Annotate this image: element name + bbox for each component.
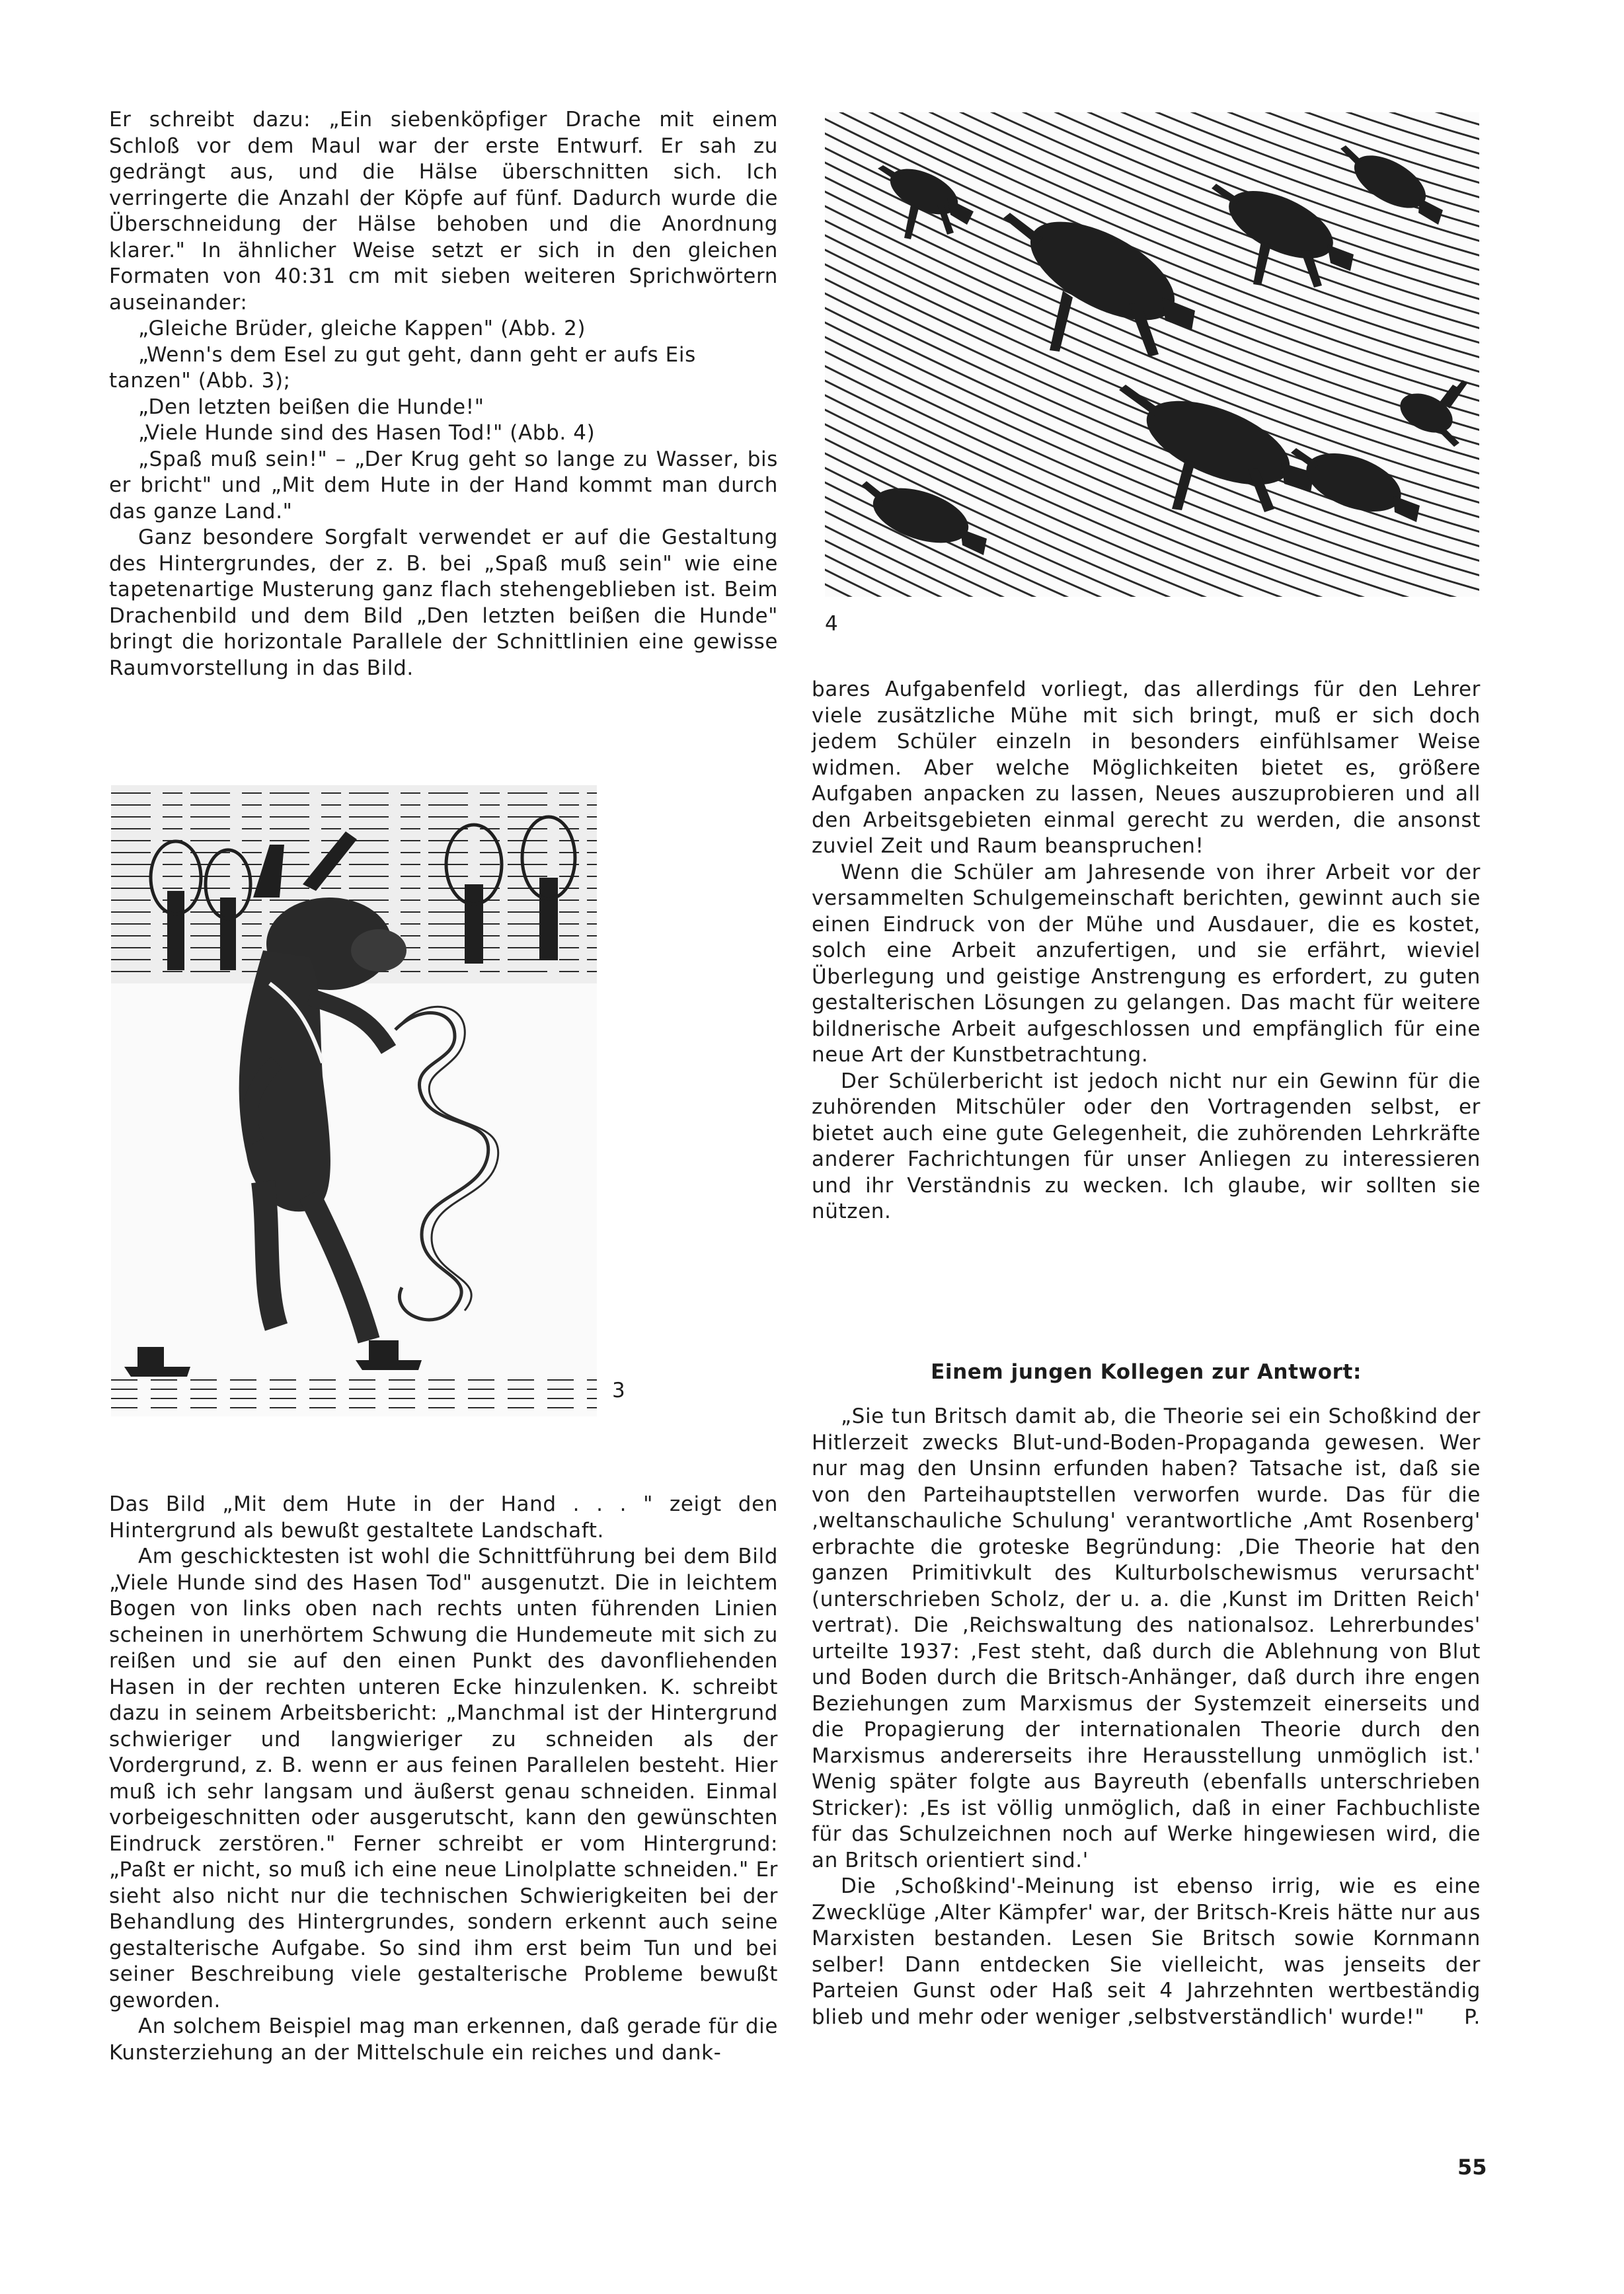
right-column-top xyxy=(812,677,1481,1225)
paragraph xyxy=(812,1874,1481,2030)
paragraph: Das Bild „Mit dem Hute in der Hand . . . " zeigt den Hintergrund als bewußt gestaltete Landschaft. xyxy=(109,1492,778,1543)
figure-4-linocut-dogs-hare xyxy=(825,112,1479,597)
paragraph-text: Die ‚Schoßkind'-Meinung ist ebenso irrig, wie es eine Zwecklüge ‚Alter Kämpfer' war, der Britsch-Kreis hätte nur aus Marxisten bestanden. Lesen Sie Britsch sowie Kornmann selber! Dann entdecken Sie vielleicht, was jenseits der Parteien Gunst oder Haß seit 4 Jahrzehnten wertbeständig blieb und mehr oder weniger ‚selbstverständlich' wurde!" xyxy=(812,1874,1481,2029)
page-number: 55 xyxy=(1457,2155,1487,2180)
paragraph: Er schreibt dazu: „Ein siebenköpfiger Drache mit einem Schloß vor dem Maul war der erste Entwurf. Er sah zu gedrängt aus, und die Hälse überschnitten sich. Ich verringerte die Anzahl der Köpfe auf fünf. Dadurch wurde die Überschneidung der Hälse behoben und die Anordnung klarer." In ähnlicher Weise setzt er sich in den gleichen Formaten von 40:31 cm mit sieben weiteren Sprichwörtern auseinander: xyxy=(109,108,778,315)
paragraph: „Spaß muß sein!" – „Der Krug geht so lange zu Wasser, bis er bricht" und „Mit dem Hute in der Hand kommt man durch das ganze Land." xyxy=(109,447,778,523)
figure-4-number: 4 xyxy=(825,612,838,636)
section-heading: Einem jungen Kollegen zur Antwort: xyxy=(931,1360,1362,1384)
paragraph: Wenn die Schüler am Jahresende von ihrer Arbeit vor der versammelten Schulgemeinschaft berichten, gewinnt auch sie einen Eindruck von der Mühe und Ausdauer, die es kostet, solch eine Arbeit anzufertigen, und sie erfährt, wieviel Überlegung und geistige Anstrengung es erfordert, zu guten gestalterischen Lösungen zu gelangen. Das macht für weitere bildnerische Arbeit aufgeschlossen und empfänglich für eine neue Art der Kunstbetrachtung. xyxy=(812,860,1481,1067)
paragraph: Der Schülerbericht ist jedoch nicht nur ein Gewinn für die zuhörenden Mitschüler oder den Vortragenden selbst, er bietet auch eine gute Gelegenheit, die zuhörenden Lehrkräfte anderer Fachrichtungen für unser Anliegen zu interessieren und ihr Verständnis zu wecken. Ich glaube, wir sollten sie nützen. xyxy=(812,1069,1481,1223)
paragraph: An solchem Beispiel mag man erkennen, daß gerade für die Kunsterziehung an der Mittelschule ein reiches und dank- xyxy=(109,2014,778,2065)
proverb-line: „Wenn's dem Esel zu gut geht, dann geht er aufs Eis tanzen" (Abb. 3); xyxy=(109,342,696,393)
paragraph: bares Aufgabenfeld vorliegt, das allerdings für den Lehrer viele zusätzliche Mühe mit sich bringt, muß er sich doch jedem Schüler einzeln in besonders einfühlsamer Weise widmen. Aber welche Möglichkeiten bietet es, größere Aufgaben anpacken zu lassen, Neues auszuprobieren und all den Arbeitsgebieten einmal gerecht zu werden, die ansonst zuviel Zeit und Raum beanspruchen! xyxy=(812,677,1481,858)
figure-4-image xyxy=(825,112,1479,597)
figure-3-number: 3 xyxy=(612,1379,625,1402)
proverb-line: „Den letzten beißen die Hunde!" xyxy=(138,395,484,419)
signature: P. xyxy=(1464,2005,1481,2029)
proverb-line: „Gleiche Brüder, gleiche Kappen" (Abb. 2) xyxy=(138,317,586,340)
left-column-top xyxy=(109,107,778,681)
paragraph: „Sie tun Britsch damit ab, die Theorie sei ein Schoßkind der Hitlerzeit zwecks Blut-und-Boden-Propaganda gewesen. Wer nur mag den Unsinn erfunden haben? Tatsache ist, daß sie von den Parteihauptstellen verworfen wurde. Das für die ‚weltanschauliche Schulung' verantwortliche ‚Amt Rosenberg' erbrachte die groteske Begründung: ‚Die Theorie hat den ganzen Primitivkult des Kulturbolschewismus verursacht' (unterschrieben Scholz, der u. a. die ‚Kunst im Dritten Reich' vertrat). Die ‚Reichswaltung des nationalsoz. Lehrerbundes' urteilte 1937: ‚Fest steht, daß durch die Ablehnung von Blut und Boden durch die Britsch-Anhänger, daß durch ihre engen Beziehungen zum Marxismus der Systemzeit einerseits und die Propagierung der internationalen Theorie durch den Marxismus andererseits ihre Herausstellung unmöglich ist.' Wenig später folgte aus Bayreuth (ebenfalls unterschrieben Stricker): ‚Es ist völlig unmöglich, daß in einer Fachbuchliste für das Schulzeichnen noch auf Werke hingewiesen wird, die an Britsch orientiert sind.' xyxy=(812,1404,1481,1872)
proverb-line: „Viele Hunde sind des Hasen Tod!" (Abb. 4) xyxy=(138,421,596,445)
figure-3-image xyxy=(111,785,597,1416)
paragraph: Ganz besondere Sorgfalt verwendet er auf die Gestaltung des Hintergrundes, der z. B. bei „Spaß muß sein" wie eine tapetenartige Musterung ganz flach stehengeblieben ist. Beim Drachenbild und dem Bild „Den letzten beißen die Hunde" bringt die horizontale Parallele der Schnittlinien eine gewisse Raumvorstellung in das Bild. xyxy=(109,525,778,680)
left-column-bottom xyxy=(109,1492,778,2066)
figure-3-linocut-donkey-skating xyxy=(111,785,597,1416)
paragraph: Am geschicktesten ist wohl die Schnittführung bei dem Bild „Viele Hunde sind des Hasen Tod" ausgenutzt. Die in leichtem Bogen von links oben nach rechts unten führenden Linien scheinen in unerhörtem Schwung die Hundemeute mit sich zu reißen und sie auf den einen Punkt des davonfliehenden Hasen in der rechten unteren Ecke hinzulenken. K. schreibt dazu in seinem Arbeitsbericht: „Manchmal ist der Hintergrund schwieriger und langwieriger zu schneiden als der Vordergrund, z. B. wenn er aus feinen Parallelen besteht. Hier muß ich sehr langsam und äußerst genau schneiden. Einmal vorbeigeschnitten oder ausgerutscht, kann den gewünschten Eindruck zerstören." Ferner schreibt er vom Hintergrund: „Paßt er nicht, so muß ich eine neue Linolplatte schneiden." Er sieht also nicht nur die technischen Schwierigkeiten bei der Behandlung des Hintergrundes, sondern erkennt auch seine gestalterische Aufgabe. So sind ihm erst beim Tun und bei seiner Beschreibung viele gestalterische Probleme bewußt geworden. xyxy=(109,1545,778,2012)
right-column-bottom xyxy=(812,1404,1481,2030)
